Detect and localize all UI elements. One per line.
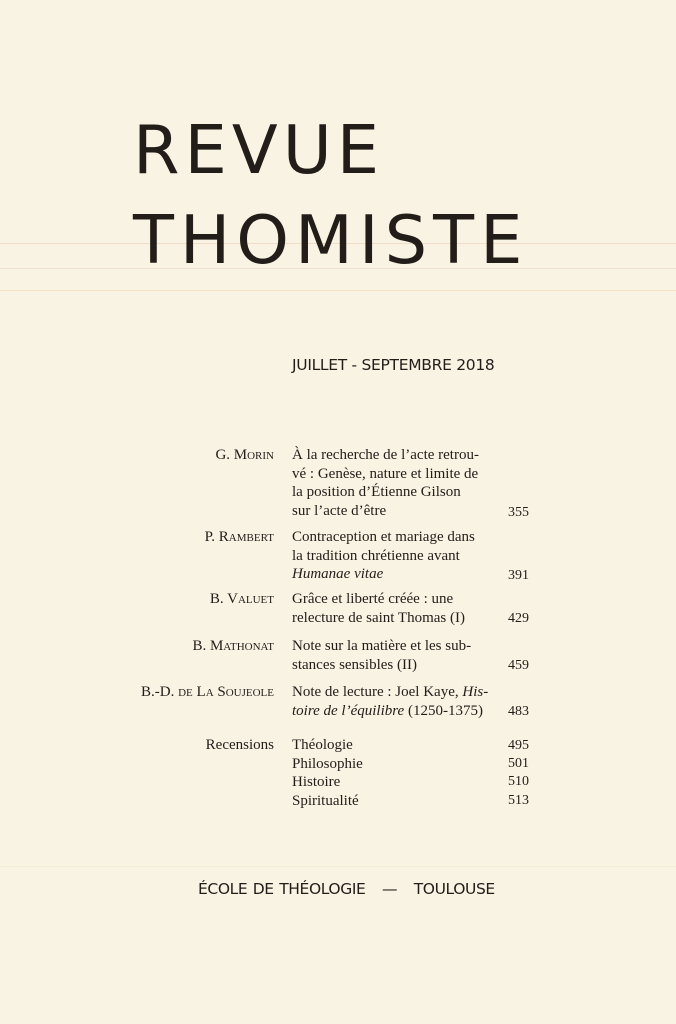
toc-author: P. Rambert bbox=[204, 529, 274, 545]
issue-date: JUILLET - SEPTEMBRE 2018 bbox=[292, 356, 495, 374]
journal-title-line2: THOMISTE bbox=[133, 201, 529, 279]
toc-page-number: 459 bbox=[508, 658, 529, 673]
toc-author: B. Valuet bbox=[209, 591, 274, 607]
title-line: la position d’Étienne Gilson bbox=[292, 484, 461, 501]
journal-title-line1: REVUE bbox=[133, 111, 385, 189]
recension-page-number: 513 bbox=[508, 793, 529, 808]
toc-entry bbox=[0, 637, 676, 683]
title-line: stances sensibles (II) bbox=[292, 656, 417, 673]
toc-author: B.-D. de La Soujeole bbox=[141, 684, 274, 700]
recensions-list bbox=[292, 736, 492, 810]
recension-item: Spiritualité bbox=[292, 792, 359, 809]
recension-page-number: 501 bbox=[508, 756, 529, 771]
title-line: sur l’acte d’être bbox=[292, 502, 387, 519]
toc-page-number: 429 bbox=[508, 611, 529, 626]
title-text: Note de lecture : Joel Kaye, bbox=[292, 684, 463, 700]
toc-author: B. Mathonat bbox=[192, 638, 274, 654]
title-line: Contraception et mariage dans bbox=[292, 529, 475, 545]
title-line: À la recherche de l’acte retrou- bbox=[292, 447, 479, 463]
recension-page-number: 495 bbox=[508, 738, 529, 753]
toc-article-title bbox=[292, 528, 492, 584]
title-line: vé : Genèse, nature et limite de bbox=[292, 465, 479, 482]
toc-entry bbox=[0, 446, 676, 528]
toc-entry bbox=[0, 528, 676, 590]
recension-item: Théologie bbox=[292, 737, 353, 753]
toc-page-number: 483 bbox=[508, 704, 529, 719]
toc-article-title bbox=[292, 446, 492, 520]
title-line: la tradition chrétienne avant bbox=[292, 547, 460, 564]
toc-page-number: 391 bbox=[508, 568, 529, 583]
toc-author: G. Morin bbox=[215, 447, 274, 463]
title-italic: toire de l’équilibre bbox=[292, 702, 405, 719]
toc-entry bbox=[0, 683, 676, 736]
title-italic: His- bbox=[462, 684, 489, 700]
toc-article-title bbox=[292, 683, 492, 720]
title-line: relecture de saint Thomas (I) bbox=[292, 609, 465, 626]
table-of-contents bbox=[0, 446, 676, 816]
toc-recensions bbox=[0, 736, 676, 816]
toc-page-number: 355 bbox=[508, 505, 529, 520]
title-text: (1250-1375) bbox=[404, 702, 483, 719]
recensions-label: Recensions bbox=[205, 737, 274, 753]
scan-artifact bbox=[0, 290, 676, 291]
scan-artifact bbox=[0, 866, 676, 867]
recension-item: Philosophie bbox=[292, 755, 363, 772]
recension-item: Histoire bbox=[292, 774, 341, 791]
publisher-city: TOULOUSE bbox=[413, 880, 495, 898]
recension-page-number: 510 bbox=[508, 774, 529, 789]
footer-separator: — bbox=[382, 880, 398, 898]
title-line: Note sur la matière et les sub- bbox=[292, 638, 472, 654]
publisher-footer bbox=[198, 880, 495, 898]
publisher-name: ÉCOLE DE THÉOLOGIE bbox=[198, 880, 366, 898]
toc-article-title bbox=[292, 590, 492, 627]
toc-article-title bbox=[292, 637, 492, 674]
title-line: Grâce et liberté créée : une bbox=[292, 591, 454, 607]
toc-entry bbox=[0, 590, 676, 637]
title-italic: Humanae vitae bbox=[292, 566, 384, 583]
